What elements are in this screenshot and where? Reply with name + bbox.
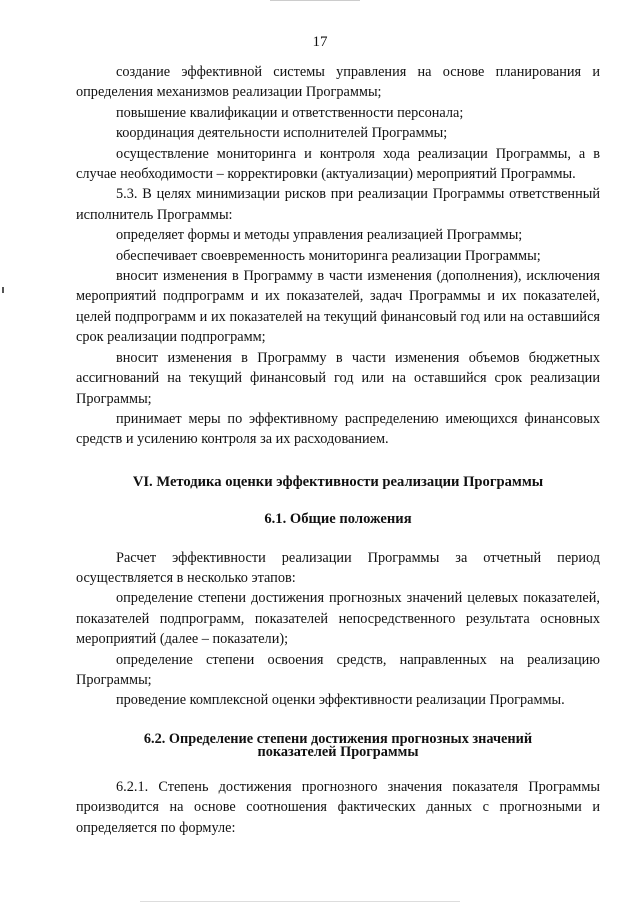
paragraph: определение степени достижения прогнозных значений целевых показателей, показателей подпрограмм, показателей непосредственного результата основных мероприятий (далее – показатели); — [76, 590, 600, 648]
scan-artifact-top — [270, 0, 360, 1]
section-heading: VI. Методика оценки эффективности реализации Программы — [132, 473, 544, 490]
scan-artifact-bottom — [140, 901, 460, 902]
paragraph: координация деятельности исполнителей Программы; — [116, 125, 448, 142]
paragraph: повышение квалификации и ответственности персонала; — [116, 104, 464, 121]
paragraph: осуществление мониторинга и контроля хода реализации Программы, а в случае необходимости – корректировки (актуализации) мероприятий Программы. — [76, 145, 600, 183]
paragraph: проведение комплексной оценки эффективности реализации Программы. — [116, 692, 565, 709]
paragraph: вносит изменения в Программу в части изменения объемов бюджетных ассигнований на текущий финансовый год или на оставшийся срок реализации Программы; — [76, 349, 600, 407]
document-body — [76, 62, 600, 838]
page-number: 17 — [312, 34, 328, 50]
paragraph: вносит изменения в Программу в части изменения (дополнения), исключения мероприятий подпрограмм и их показателей, задач Программы и их показателей, целей подпрограмм и их показателей на текущий финансовый год или на оставшийся срок реализации подпрограмм; — [76, 268, 600, 346]
subsection-heading-line-1: 6.2. Определение степени достижения прогнозных значений — [143, 730, 533, 747]
paragraph: обеспечивает своевременность мониторинга реализации Программы; — [116, 247, 541, 264]
subsection-heading-line-2: показателей Программы — [257, 743, 419, 760]
paragraph: определение степени освоения средств, направленных на реализацию Программы; — [76, 651, 600, 688]
paragraph: принимает меры по эффективному распределению имеющихся финансовых средств и усилению контроля за их расходованием. — [76, 410, 600, 448]
paragraph: создание эффективной системы управления на основе планирования и определения механизмов реализации Программы; — [76, 64, 600, 101]
paragraph: 6.2.1. Степень достижения прогнозного значения показателя Программы производится на основе соотношения фактических данных с прогнозными и определяется по формуле: — [76, 778, 600, 836]
paragraph: 5.3. В целях минимизации рисков при реализации Программы ответственный исполнитель Программы: — [76, 186, 600, 223]
paragraph: Расчет эффективности реализации Программы за отчетный период осуществляется в несколько этапов: — [76, 549, 600, 586]
scan-margin-mark — [2, 287, 4, 293]
paragraph: определяет формы и методы управления реализацией Программы; — [116, 227, 523, 244]
subsection-heading: 6.1. Общие положения — [264, 511, 412, 528]
